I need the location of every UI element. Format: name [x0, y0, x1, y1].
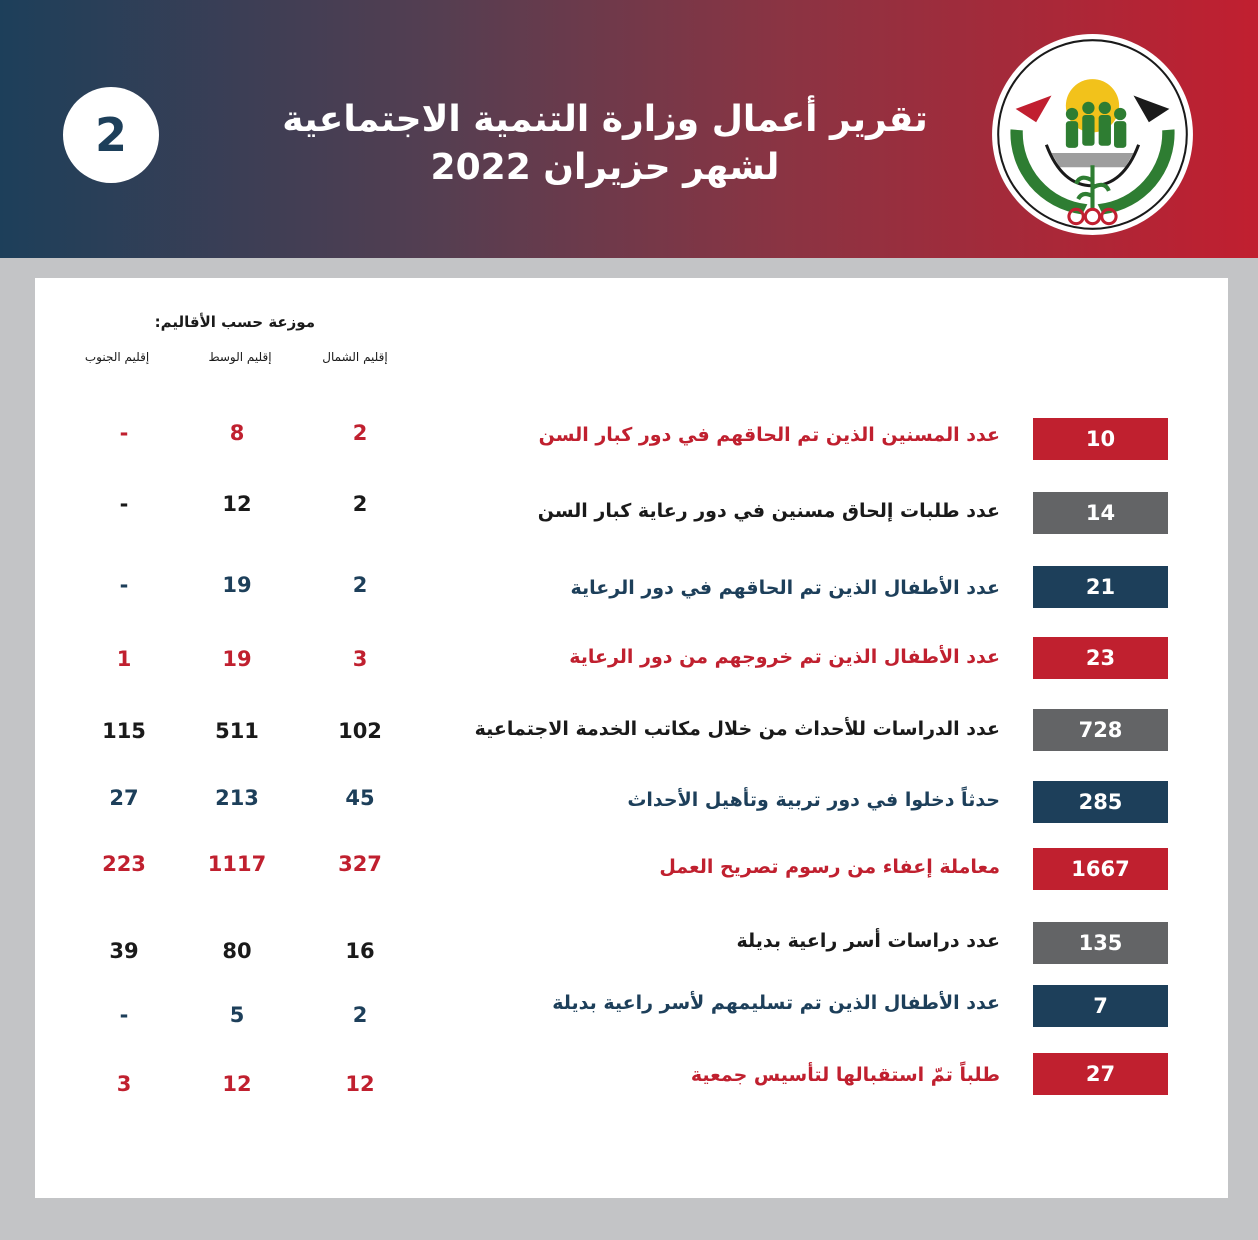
region-value-middle: 1117 [207, 852, 267, 876]
region-value-middle: 80 [222, 939, 252, 963]
row-label: عدد الدراسات للأحداث من خلال مكاتب الخدمة الاجتماعية [474, 718, 1000, 740]
region-value-north: 12 [345, 1072, 375, 1096]
row-label: طلباً تمّ استقبالها لتأسيس جمعية [690, 1064, 1000, 1086]
region-value-middle: 12 [222, 492, 252, 516]
region-value-middle: 511 [215, 719, 259, 743]
region-value-south: - [119, 573, 129, 597]
page-number-badge: 2 [63, 87, 159, 183]
total-box: 14 [1033, 492, 1168, 534]
region-value-south: 27 [109, 786, 139, 810]
total-box: 285 [1033, 781, 1168, 823]
region-value-north: 2 [352, 421, 368, 445]
row-label: عدد المسنين الذين تم الحاقهم في دور كبار السن [538, 424, 1000, 446]
region-value-north: 45 [345, 786, 375, 810]
region-value-middle: 8 [229, 421, 245, 445]
report-title [280, 96, 930, 192]
title-line-1: تقرير أعمال وزارة التنمية الاجتماعية [282, 99, 928, 140]
region-value-north: 3 [352, 647, 368, 671]
region-south-header: إقليم الجنوب [84, 350, 150, 364]
region-value-south: 223 [102, 852, 146, 876]
region-value-middle: 5 [229, 1003, 245, 1027]
region-value-north: 102 [338, 719, 382, 743]
region-value-north: 2 [352, 492, 368, 516]
row-label: عدد الأطفال الذين تم الحاقهم في دور الرعاية [570, 577, 1000, 599]
region-middle-header: إقليم الوسط [208, 350, 272, 364]
ministry-logo-icon [990, 32, 1195, 237]
report-header [0, 0, 1258, 258]
row-label: عدد الأطفال الذين تم تسليمهم لأسر راعية بديلة [552, 992, 1000, 1014]
region-north-header: إقليم الشمال [322, 350, 388, 364]
row-label: حدثاً دخلوا في دور تربية وتأهيل الأحداث [627, 789, 1000, 811]
region-value-north: 16 [345, 939, 375, 963]
regions-caption: موزعة حسب الأقاليم: [154, 313, 315, 331]
region-value-middle: 12 [222, 1072, 252, 1096]
region-value-south: - [119, 1003, 129, 1027]
row-label: معاملة إعفاء من رسوم تصريح العمل [659, 856, 1000, 878]
title-line-2: لشهر حزيران 2022 [430, 147, 780, 188]
row-label: عدد دراسات أسر راعية بديلة [736, 930, 1000, 952]
region-value-middle: 213 [215, 786, 259, 810]
region-value-north: 327 [338, 852, 382, 876]
region-value-north: 2 [352, 573, 368, 597]
total-box: 10 [1033, 418, 1168, 460]
total-box: 728 [1033, 709, 1168, 751]
region-value-middle: 19 [222, 647, 252, 671]
region-value-south: - [119, 492, 129, 516]
region-value-south: 39 [109, 939, 139, 963]
total-box: 1667 [1033, 848, 1168, 890]
region-value-middle: 19 [222, 573, 252, 597]
row-label: عدد طلبات إلحاق مسنين في دور رعاية كبار السن [537, 500, 1000, 522]
region-value-south: 3 [116, 1072, 132, 1096]
region-value-north: 2 [352, 1003, 368, 1027]
total-box: 23 [1033, 637, 1168, 679]
region-value-south: 1 [116, 647, 132, 671]
total-box: 135 [1033, 922, 1168, 964]
row-label: عدد الأطفال الذين تم خروجهم من دور الرعاية [569, 646, 1000, 668]
region-value-south: - [119, 421, 129, 445]
total-box: 27 [1033, 1053, 1168, 1095]
total-box: 21 [1033, 566, 1168, 608]
region-value-south: 115 [102, 719, 146, 743]
total-box: 7 [1033, 985, 1168, 1027]
